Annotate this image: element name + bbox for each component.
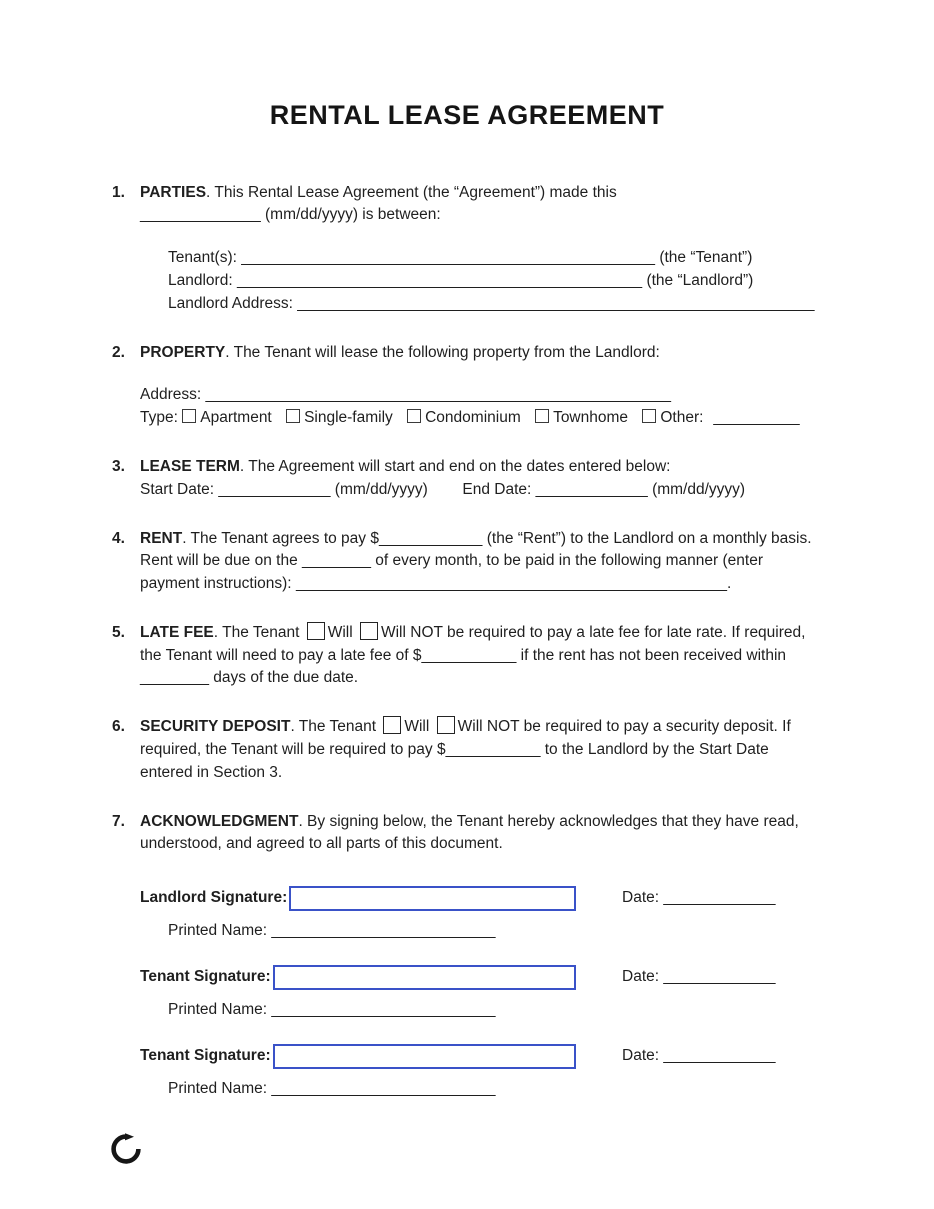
apartment-label: Apartment bbox=[200, 409, 272, 427]
tenant-2-printed-name-blank: __________________________ bbox=[271, 1079, 496, 1097]
tenant-1-signature-label: Tenant Signature: bbox=[140, 967, 271, 985]
other-checkbox[interactable] bbox=[642, 409, 656, 423]
section-parties-heading: PARTIES bbox=[140, 183, 207, 201]
tenant-1-printed-name-row bbox=[168, 999, 822, 1022]
security-deposit-text-3: to the Landlord by the Start Date entered in Section 3. bbox=[140, 740, 769, 781]
parties-intro-line2-text: (mm/dd/yyyy) is between: bbox=[265, 206, 441, 224]
condominium-label: Condominium bbox=[425, 409, 521, 427]
start-date-format: (mm/dd/yyyy) bbox=[334, 480, 428, 498]
tenant-label: Tenant(s): bbox=[168, 249, 237, 267]
rent-text-4: . bbox=[726, 575, 732, 593]
rent-text-3: of every month, to be paid in the following manner (enter payment instructions): bbox=[140, 552, 764, 593]
property-intro-line bbox=[140, 342, 822, 365]
late-fee-will-not-label: Will NOT bbox=[380, 623, 443, 641]
landlord-signature-row bbox=[140, 886, 822, 911]
deposit-will-not-label: Will NOT bbox=[457, 718, 520, 736]
tenant-1-printed-name-label: Printed Name: bbox=[168, 1000, 268, 1018]
late-fee-will-checkbox[interactable] bbox=[307, 622, 325, 640]
late-days-blank: ________ bbox=[140, 669, 209, 687]
landlord-date-label: Date: bbox=[622, 889, 660, 907]
signatures-indent-wrap bbox=[112, 886, 822, 1122]
parties-intro-text: . This Rental Lease Agreement (the “Agreement”) made this bbox=[206, 183, 617, 201]
tenant-2-signature-field[interactable] bbox=[273, 1044, 576, 1069]
end-date-format: (mm/dd/yyyy) bbox=[652, 480, 746, 498]
townhome-checkbox[interactable] bbox=[535, 409, 549, 423]
landlord-signature-field[interactable] bbox=[289, 886, 576, 911]
tenant-2-printed-name-label: Printed Name: bbox=[168, 1079, 268, 1097]
section-lease-term-heading: LEASE TERM bbox=[140, 457, 240, 475]
parties-intro-line1 bbox=[140, 182, 822, 205]
due-day-blank: ________ bbox=[302, 552, 371, 570]
type-option-condominium bbox=[407, 409, 521, 426]
circular-arrow-icon bbox=[110, 1133, 142, 1165]
other-type-blank: __________ bbox=[713, 409, 800, 427]
section-lease-term-number: 3. bbox=[112, 457, 125, 475]
parties-fields bbox=[168, 247, 822, 315]
end-date-blank: _____________ bbox=[535, 480, 648, 498]
parties-intro-line2 bbox=[140, 204, 822, 227]
section-property-heading: PROPERTY bbox=[140, 343, 226, 361]
signatures-gutter bbox=[112, 886, 140, 1122]
property-type-label: Type: bbox=[140, 409, 178, 427]
landlord-signature-label: Landlord Signature: bbox=[140, 889, 288, 907]
section-late-fee-number: 5. bbox=[112, 623, 125, 641]
rent-paragraph bbox=[140, 528, 822, 596]
tenant-1-date-blank: _____________ bbox=[663, 967, 776, 985]
late-fee-will-not-checkbox[interactable] bbox=[360, 622, 378, 640]
acknowledgment-paragraph bbox=[140, 811, 822, 857]
tenant-2-signature-label: Tenant Signature: bbox=[140, 1046, 271, 1064]
landlord-date-group bbox=[622, 887, 822, 910]
tenant-1-printed-name-blank: __________________________ bbox=[271, 1000, 496, 1018]
late-fee-text-2: be required to pay a late fee for late rate. If required, the Tenant will need to pay a late fee of $ bbox=[140, 623, 806, 664]
section-property bbox=[112, 342, 822, 430]
tenant-2-printed-name-row bbox=[168, 1078, 822, 1101]
section-lease-term bbox=[112, 456, 822, 502]
section-late-fee bbox=[112, 622, 822, 690]
property-type-line bbox=[140, 407, 822, 430]
lease-term-intro-line bbox=[140, 456, 822, 479]
signatures-area bbox=[112, 886, 822, 1122]
signature-block-tenant-2 bbox=[140, 1044, 822, 1101]
type-option-other bbox=[642, 409, 703, 426]
eforms-logo bbox=[110, 1133, 142, 1165]
type-option-single-family bbox=[286, 409, 393, 426]
rent-text-2: (the “Rent”) to the Landlord on a monthly basis. Rent will be due on the bbox=[140, 529, 812, 570]
other-label: Other: bbox=[660, 409, 704, 427]
landlord-address-blank: ____________________________________________________________ bbox=[297, 294, 815, 312]
section-security-deposit bbox=[112, 716, 822, 784]
landlord-line bbox=[168, 270, 822, 293]
landlord-printed-name-row bbox=[168, 920, 822, 943]
start-date-blank: _____________ bbox=[218, 480, 331, 498]
property-intro-text: . The Tenant will lease the following property from the Landlord: bbox=[225, 343, 660, 361]
security-deposit-paragraph bbox=[140, 716, 822, 784]
end-date-label: End Date: bbox=[462, 480, 532, 498]
type-option-apartment bbox=[182, 409, 272, 426]
tenant-2-date-label: Date: bbox=[622, 1046, 660, 1064]
tenant-1-signature-row bbox=[140, 965, 822, 990]
rent-amount-blank: ____________ bbox=[378, 529, 483, 547]
rent-text-1: . The Tenant agrees to pay $ bbox=[182, 529, 379, 547]
townhome-label: Townhome bbox=[553, 409, 629, 427]
landlord-label: Landlord: bbox=[168, 272, 233, 290]
signature-block-tenant-1 bbox=[140, 965, 822, 1022]
section-parties-number: 1. bbox=[112, 183, 125, 201]
section-rent-heading: RENT bbox=[140, 529, 183, 547]
section-late-fee-heading: LATE FEE bbox=[140, 623, 214, 641]
single-family-label: Single-family bbox=[304, 409, 393, 427]
page-title: RENTAL LEASE AGREEMENT bbox=[269, 100, 665, 130]
tenant-1-date-group bbox=[622, 966, 822, 989]
landlord-address-label: Landlord Address: bbox=[168, 294, 293, 312]
section-property-number: 2. bbox=[112, 343, 125, 361]
apartment-checkbox[interactable] bbox=[182, 409, 196, 423]
property-address-blank: ______________________________________________________ bbox=[205, 386, 671, 404]
tenant-line bbox=[168, 247, 822, 270]
section-rent bbox=[112, 528, 822, 596]
acknowledgment-text: . By signing below, the Tenant hereby acknowledges that they have read, understood, and agreed to all parts of this document. bbox=[140, 812, 799, 853]
single-family-checkbox[interactable] bbox=[286, 409, 300, 423]
tenant-1-date-label: Date: bbox=[622, 967, 660, 985]
section-rent-number: 4. bbox=[112, 529, 125, 547]
tenant-name-blank: ________________________________________________ bbox=[241, 249, 656, 267]
section-acknowledgment-heading: ACKNOWLEDGMENT bbox=[140, 812, 299, 830]
deposit-will-checkbox[interactable] bbox=[383, 716, 401, 734]
deposit-will-not-checkbox[interactable] bbox=[437, 716, 455, 734]
landlord-name-blank: _______________________________________________ bbox=[236, 272, 643, 290]
tenant-2-date-blank: _____________ bbox=[663, 1046, 776, 1064]
landlord-suffix: (the “Landlord”) bbox=[646, 272, 754, 290]
property-address-label: Address: bbox=[140, 386, 202, 404]
signature-block-landlord bbox=[140, 886, 822, 943]
section-acknowledgment bbox=[112, 811, 822, 857]
agreement-date-blank: ______________ bbox=[140, 206, 261, 224]
tenant-2-signature-row bbox=[140, 1044, 822, 1069]
section-security-deposit-heading: SECURITY DEPOSIT bbox=[140, 718, 291, 736]
section-parties bbox=[112, 182, 822, 316]
landlord-printed-name-label: Printed Name: bbox=[168, 922, 268, 940]
section-security-deposit-number: 6. bbox=[112, 718, 125, 736]
property-address-line bbox=[140, 384, 822, 407]
tenant-1-signature-field[interactable] bbox=[273, 965, 576, 990]
late-fee-paragraph bbox=[140, 622, 822, 690]
security-deposit-text-2: be required to pay a security deposit. If required, the Tenant will be required to pay $ bbox=[140, 718, 791, 758]
security-deposit-text-1: . The Tenant bbox=[290, 718, 377, 736]
landlord-date-blank: _____________ bbox=[663, 889, 776, 907]
late-fee-text-1: . The Tenant bbox=[213, 623, 300, 641]
deposit-amount-blank: ___________ bbox=[445, 740, 541, 758]
section-acknowledgment-number: 7. bbox=[112, 812, 125, 830]
lease-term-intro-text: . The Agreement will start and end on the dates entered below: bbox=[239, 457, 671, 475]
late-fee-text-3: if the rent has not been received within bbox=[520, 646, 787, 664]
landlord-address-line bbox=[168, 293, 822, 316]
late-fee-amount-blank: ___________ bbox=[421, 646, 517, 664]
start-date-label: Start Date: bbox=[140, 480, 215, 498]
late-fee-text-4: days of the due date. bbox=[213, 669, 359, 687]
deposit-will-label: Will bbox=[404, 718, 430, 736]
type-option-townhome bbox=[535, 409, 628, 426]
tenant-2-date-group bbox=[622, 1045, 822, 1068]
landlord-printed-name-blank: __________________________ bbox=[271, 922, 496, 940]
late-fee-will-label: Will bbox=[327, 623, 353, 641]
condominium-checkbox[interactable] bbox=[407, 409, 421, 423]
payment-instructions-blank: __________________________________________________ bbox=[295, 575, 727, 593]
tenant-suffix: (the “Tenant”) bbox=[659, 249, 753, 267]
lease-term-dates-line bbox=[140, 479, 822, 502]
